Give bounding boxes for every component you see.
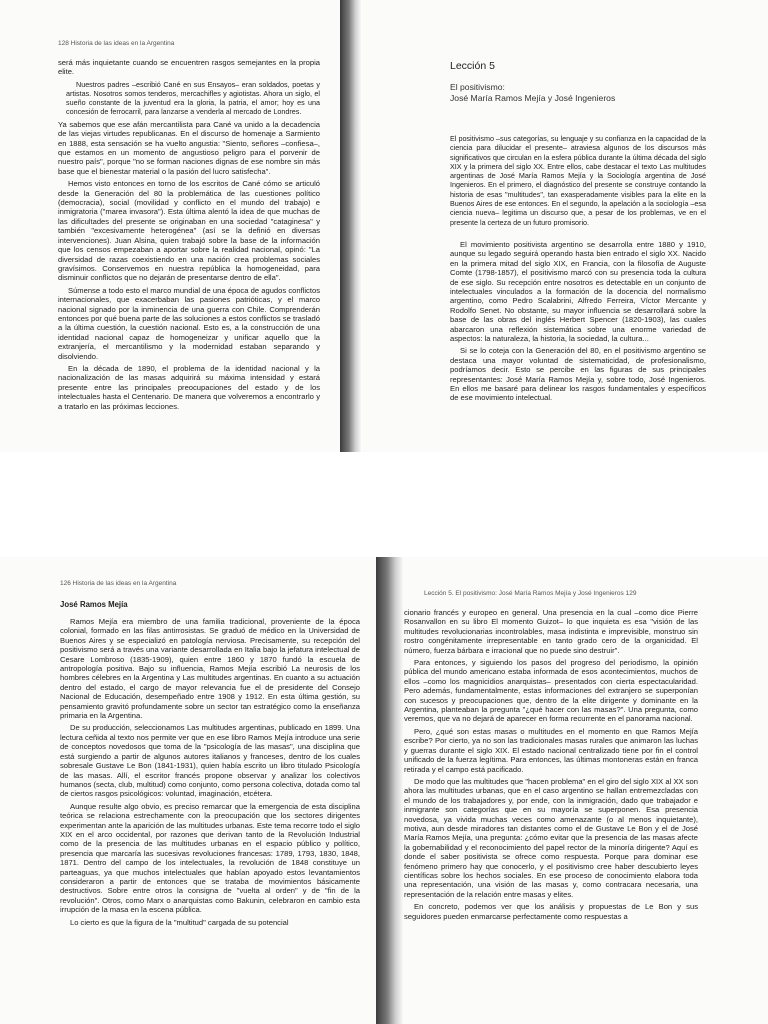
paragraph: será más inquietante cuando se encuentren rasgos semejantes en la propia elite. bbox=[58, 58, 320, 77]
paragraph: Para entonces, y siguiendo los pasos del progreso del periodismo, la opinión pública del mundo americano estaba informada de esos acontecimientos, muchos de ellos –como los magnicidios anarquistas– presentados con cierta espectacularidad. Pero además, fundamentalmente, estas informaciones del extranjero se superponían con sucesos y preocupaciones que, dentro de la elite dirigente y dominante en la Argentina, planteaban la pregunta "¿qué hacer con las masas?". Una pregunta, como veremos, que va no dejará de aparecer en forma recurrente en el panorama nacional. bbox=[404, 658, 698, 724]
subtitle-line: José María Ramos Mejía y José Ingenieros bbox=[450, 93, 616, 103]
paragraph: cionario francés y europeo en general. Una presencia en la cual –como dice Pierre Rosanvallon en su libro El momento Guizot– lo que inquieta es esa "visión de las multitudes revolucionarias incontrolables, masa indistinta e imprevisible, monstruo sin rostro congénitamente irrepresentable en tanto grado cero de la organicidad. El número, fuerza bárbara e irracional que no puede sino destruir". bbox=[404, 608, 698, 655]
running-header: 126 Historia de las ideas en la Argentina bbox=[60, 580, 177, 587]
paragraph: Ya sabemos que ese afán mercantilista para Cané va unido a la decadencia de las viejas virtudes republicanas. En el discurso de homenaje a Sarmiento en 1888, esta sensación se ha vuelto angustia: "Siento, señores –confiesa–, que estamos en un momento de angustioso peligro para el porvenir de nuestro país", porque "no se forman naciones dignas de ese nombre sin más base que el bienestar material o la pasión del lucro satisfecha". bbox=[58, 119, 320, 176]
paragraph: Aunque resulte algo obvio, es preciso remarcar que la emergencia de esta disciplina teórica se relaciona estrechamente con la preocupación que los sectores dirigentes experimentan ante la aparición de las multitudes urbanas. Este tema recorre todo el siglo XIX en el arco occidental, por razones que derivan tanto de la Revolución Industrial como de la presencia de las multitudes urbanas en el espacio público y político, presencia que marcaría las sucesivas revoluciones francesas: 1789, 1793, 1830, 1848, 1871. Dentro del campo de los intelectuales, la revolución de 1848 constituye un parteaguas, ya que muchos intelectuales que habían apoyado estos levantamientos consideraron a partir de entonces que se trataba de movimientos básicamente destructivos. Sobre entre otros la consigna de "vuelta al orden" y de "fin de la revolución". Otros, como Marx o anarquistas como Bakunin, celebraron en cambio esta irrupción de la masa en la escena pública. bbox=[60, 801, 360, 915]
paragraph: Pero, ¿qué son estas masas o multitudes en el momento en que Ramos Mejía escribe? Por cierto, ya no son las tradicionales masas rurales que animaron las luchas y guerras durante el siglo XIX. El estado nacional centralizado tiene por fin el control unificado de la fuerza legítima. Para entonces, las últimas montoneras están en franca retirada y el campo está pacificado. bbox=[404, 726, 698, 774]
chapter-abstract: El positivismo –sus categorías, su lenguaje y su confianza en la capacidad de la ciencia para dilucidar el presente– atraviesa algunos de los discursos más significativos que circulan en la esfera pública durante la última década del siglo XIX y la primera del siglo XX. Entre ellos, cabe destacar el texto Las multitudes argentinas de José María Ramos Mejía y la Sociología argentina de José Ingenieros. En el primero, el diagnóstico del presente se construye contando la historia de esas "multitudes", tan exasperadamente visibles para la elite en la Buenos Aires de ese entonces. En el segundo, la apelación a la sociología –esa ciencia nueva– legitima un discurso que, a pesar de los problemas, ve en el presente la certeza de un futuro promisorio. bbox=[450, 134, 706, 227]
paragraph: Súmense a todo esto el marco mundial de una época de agudos conflictos internacionales, que exacerbaban las pasiones patrióticas, y el marco nacional signado por la inminencia de una guerra con Chile. Comprenderán entonces por qué buena parte de las soluciones a estos conflictos se trasladó a la última cuestión, la cuestión nacional. Esto es, a la construcción de una identidad nacional capaz de homogeneizar y unificar aquello que la extranjería, el mercantilismo y la modernidad estaban separando y disolviendo. bbox=[58, 285, 320, 361]
running-header: Lección 5. El positivismo: José María Ramos Mejía y José Ingenieros 129 bbox=[424, 590, 637, 597]
paragraph: En la década de 1890, el problema de la identidad nacional y la nacionalización de las masas adquirirá su máxima intensidad y estará presente entre las principales preocupaciones del estado y de los intelectuales hasta el Centenario. De manera que volveremos a encontrarlo y a tratarlo en las próximas lecciones. bbox=[58, 363, 320, 411]
running-header: 128 Historia de las ideas en la Argentina bbox=[58, 40, 175, 47]
binding-gutter-top bbox=[340, 0, 362, 452]
paragraph: El movimiento positivista argentino se desarrolla entre 1880 y 1910, aunque su legado seguirá operando hasta bien entrado el siglo XX. Nacido en la primera mitad del siglo XIX, en Francia, con la filosofía de Auguste Comte (1798-1857), el positivismo marcó con su presencia toda la cultura de ese siglo. Su recepción entre nosotros es detectable en un conjunto de intelectuales vinculados a la formación de la docencia del normalismo argentino, como Pedro Scalabrini, Alfredo Ferreira, Víctor Mercante y Rodolfo Senet. No obstante, su mayor influencia se desarrollará sobre la base de las obras del inglés Herbert Spencer (1820-1903), las cuales abarcaron una reflexión sistemática sobre una enorme variedad de aspectos: la naturaleza, la historia, la sociedad, la cultura... bbox=[450, 239, 706, 344]
paragraph: Lo cierto es que la figura de la "multitud" cargada de su potencial bbox=[70, 917, 289, 927]
chapter-subtitle bbox=[450, 82, 706, 104]
text-column bbox=[60, 600, 360, 930]
paragraph: Ramos Mejía era miembro de una familia tradicional, proveniente de la época colonial, formado en las filas antirrosistas. Se graduó de médico en la Universidad de Buenos Aires y se especializó en patología nerviosa. Precisamente, su recepción del positivismo será a través una variante desarrollada en Italia bajo la jefatura intelectual de Cesare Lombroso (1835-1909), quien entre 1860 y 1870 fundó la escuela de antropología positiva. Bajo su influencia, Ramos Mejía escribió La neurosis de los hombres célebres en la Argentina y Las multitudes argentinas. En cuanto a su actuación dentro del estado, el cargo de mayor relevancia fue el de presidente del Consejo Nacional de Educación, desempeñado entre 1908 y 1912. En esta última gestión, su pensamiento gravitó profundamente sobre un sector tan estratégico como la enseñanza primaria en la Argentina. bbox=[60, 617, 360, 721]
chapter-opening bbox=[450, 60, 706, 406]
paragraph: Si se lo coteja con la Generación del 80, en el positivismo argentino se destaca una mayor voluntad de sistematicidad, de profesionalismo, podríamos decir. Esto se percibe en las figuras de sus principales representantes: José María Ramos Mejía y, sobre todo, José Ingenieros. En ellos me basaré para delinear los rasgos fundamentales y específicos de ese movimiento intelectual. bbox=[450, 346, 706, 403]
paragraph: De su producción, seleccionamos Las multitudes argentinas, publicado en 1899. Una lectura ceñida al texto nos permite ver que en ese libro Ramos Mejía introduce una serie de conceptos novedosos que toma de la "psicología de las masas", una disciplina que está surgiendo a partir de algunos autores italianos y franceses, dentro de los cuales sobresale Gustave Le Bon (1841-1931), quien había escrito un libro titulado Psicología de las masas. Allí, el escritor francés propone observar y analizar los colectivos humanos (secta, club, multitud) como conjunto, como persona colectiva, dotada como tal de ciertos rasgos psicológicos: voluntad, imaginación, etcétera. bbox=[60, 723, 360, 799]
chapter-title: Lección 5 bbox=[450, 60, 495, 72]
page-separator bbox=[0, 452, 768, 557]
text-column bbox=[58, 58, 320, 414]
block-quote: Nuestros padres –escribió Cané en sus Ensayos– eran soldados, poetas y artistas. Nosotros somos tenderos, mercachifles y agiotistas. Ahora un siglo, el sueño constante de la juventud era la gloria, la patria, el amor; hoy es una concesión de ferrocarril, para lanzarse a venderla al mercado de Londres. bbox=[66, 79, 320, 116]
paragraph: En concreto, podemos ver que los análisis y propuestas de Le Bon y sus seguidores pueden enmarcarse perfectamente como respuestas a bbox=[404, 902, 698, 921]
text-column bbox=[404, 608, 698, 924]
binding-gutter-bottom bbox=[376, 557, 404, 1024]
subtitle-line: El positivismo: bbox=[450, 82, 505, 92]
section-heading: José Ramos Mejía bbox=[60, 600, 128, 609]
paragraph: Hemos visto entonces en torno de los escritos de Cané cómo se articuló desde la Generación del 80 la problemática de las cuestiones político (democracia), social (movilidad y conflicto en el mundo del trabajo) e inmigratoria ("marea invasora"). Esta última alentó la idea de que muchas de las dificultades del presente se originaban en una sociedad "cataginesa" y también "excesivamente heterogénea" (así se la definió en diversas intervenciones). Juan Alsina, quien trabajó sobre la base de la información que los censos empezaban a aportar sobre la realidad nacional, opinó: "La diversidad de razas coexistiendo en una nación crea problemas sociales gravísimos. Conservemos en nuestra república la homogeneidad, para disminuir conflictos que no dejarán de presentarse dentro de ella". bbox=[58, 179, 320, 283]
paragraph: De modo que las multitudes que "hacen problema" en el giro del siglo XIX al XX son ahora las multitudes urbanas, que en el caso argentino se hallan entremezcladas con el mundo de los trabajadores y, por ende, con la inmigración, dado que trabajador e inmigrante son categorías que en su mayoría se superponen. Esa presencia novedosa, ya vivida muchas veces como amenazante (o al menos inquietante), motiva, aun desde miradores tan distantes como el de Gustave Le Bon y el de José María Ramos Mejía, una pregunta: ¿cómo evitar que la presencia de las masas afecte la gobernabilidad y el reconocimiento del papel rector de la minoría dirigente? Aquí es donde el saber positivista se ofrece como respuesta. Porque para dominar ese fenómeno primero hay que conocerlo, y el positivismo cree haber descubierto leyes científicas sobre los hechos sociales. En ese proceso de conocimiento elabora toda una representación, una visión de las masas y, como contracara necesaria, una representación de la relación entre masas y elites. bbox=[404, 776, 698, 899]
